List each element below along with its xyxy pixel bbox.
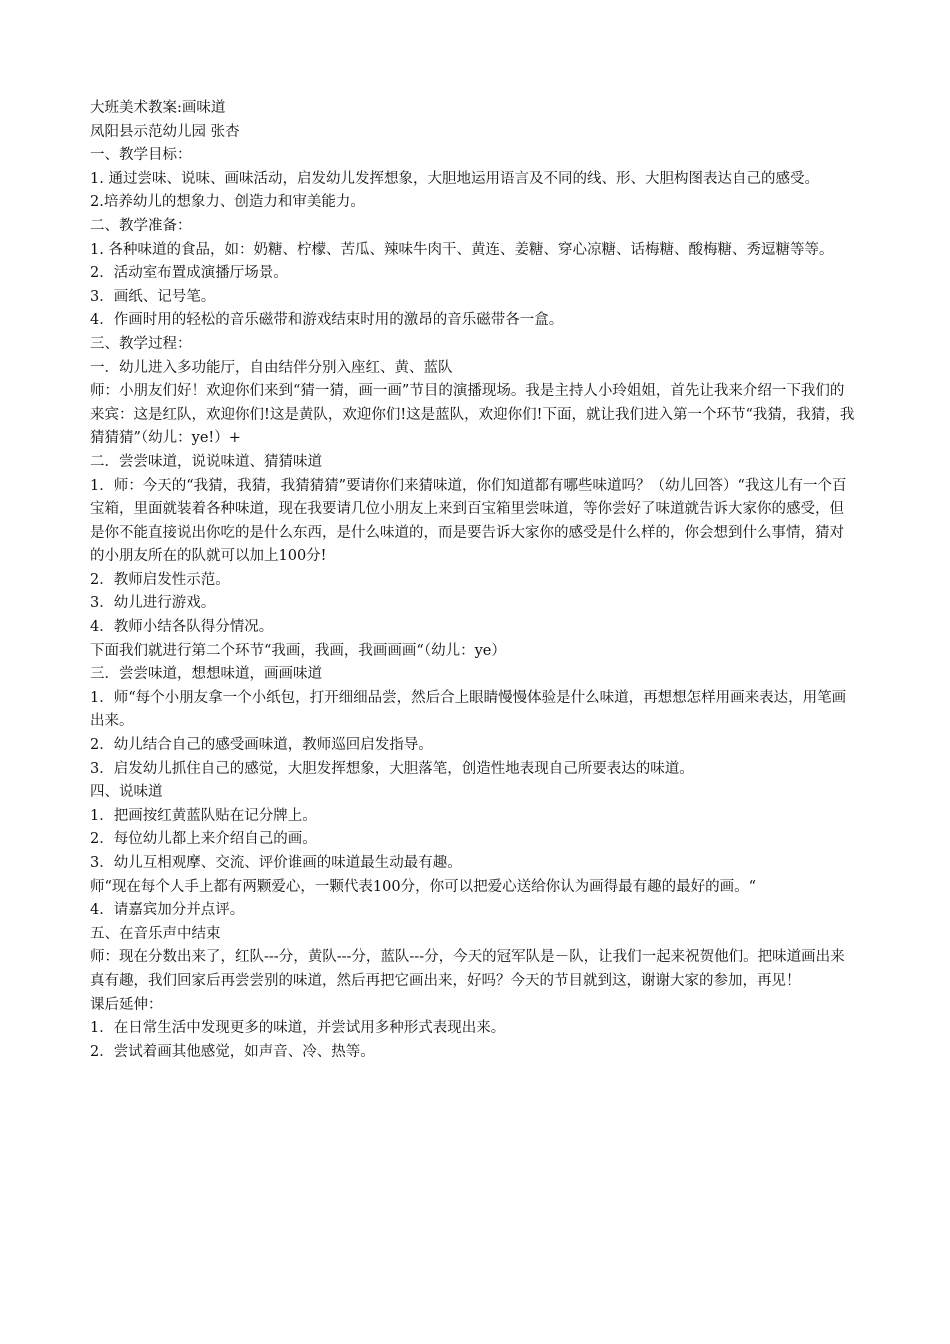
document-body — [90, 144, 855, 1064]
paragraph: 五、在音乐声中结束 — [90, 925, 221, 942]
paragraph: 一．幼儿进入多功能厅，自由结伴分别入座红、黄、蓝队 — [90, 359, 453, 376]
paragraph: 4．作画时用的轻松的音乐磁带和游戏结束时用的激昂的音乐磁带各一盒。 — [90, 312, 564, 329]
paragraph: 三．尝尝味道，想想味道，画画味道 — [90, 666, 322, 683]
paragraph: 师“现在每个人手上都有两颗爱心，一颗代表100分，你可以把爱心送给你认为画得最有趣的最好的画。“ — [90, 878, 756, 895]
paragraph: 2．活动室布置成演播厅场景。 — [90, 265, 288, 282]
paragraph: 3．启发幼儿抓住自己的感觉，大胆发挥想象，大胆落笔，创造性地表现自己所要表达的味道。 — [90, 760, 694, 777]
paragraph: 3．幼儿进行游戏。 — [90, 595, 216, 612]
paragraph: 2.培养幼儿的想象力、创造力和审美能力。 — [90, 194, 365, 211]
document-author: 凤阳县示范幼儿园 张杏 — [90, 123, 240, 140]
paragraph: 二．尝尝味道，说说味道、猜猜味道 — [90, 453, 322, 470]
paragraph: 课后延伸： — [90, 996, 163, 1013]
paragraph: 1．把画按红黄蓝队贴在记分牌上。 — [90, 807, 317, 824]
paragraph: 3．幼儿互相观摩、交流、评价谁画的味道最生动最有趣。 — [90, 855, 462, 871]
paragraph: 下面我们就进行第二个环节“我画，我画，我画画画“（幼儿：ye） — [90, 642, 506, 659]
document-title: 大班美术教案:画味道 — [90, 100, 226, 116]
paragraph: 1. 各种味道的食品，如：奶糖、柠檬、苦瓜、辣味牛肉干、黄连、姜糖、穿心凉糖、话梅糖、酸梅糖、秀逗糖等等。 — [90, 241, 834, 258]
document-page — [90, 97, 855, 1064]
paragraph: 1．师：今天的“我猜，我猜，我猜猜猜”要请你们来猜味道，你们知道都有哪些味道吗？（幼儿回答）“我这儿有一个百宝箱，里面就装着各种味道，现在我要请几位小朋友上来到百宝箱里尝味道，等你尝好了味道就告诉大家你的感受，但是你不能直接说出你吃的是什么东西，是什么味道的，而是要告诉大家你的感受是什么样的，你会想到什么事情，猜对的小朋友所在的队就可以加上100分! — [90, 477, 847, 565]
paragraph: 师：小朋友们好！欢迎你们来到“猜一猜，画一画”节目的演播现场。我是主持人小玲姐姐，首先让我来介绍一下我们的来宾：这是红队，欢迎你们!这是黄队，欢迎你们!这是蓝队，欢迎你们!下面，就让我们进入第一个环节“我猜，我猜，我猜猜猜”（幼儿：ye!）+ — [90, 383, 855, 447]
paragraph: 3．画纸、记号笔。 — [90, 288, 216, 305]
paragraph: 二、教学准备： — [90, 217, 192, 234]
paragraph: 2．教师启发性示范。 — [90, 571, 230, 588]
paragraph: 1. 通过尝味、说味、画味活动，启发幼儿发挥想象，大胆地运用语言及不同的线、形、大胆构图表达自己的感受。 — [90, 170, 819, 187]
paragraph: 2．尝试着画其他感觉，如声音、冷、热等。 — [90, 1043, 375, 1060]
paragraph: 4．教师小结各队得分情况。 — [90, 619, 274, 636]
paragraph: 一、教学目标： — [90, 147, 192, 164]
paragraph: 1．在日常生活中发现更多的味道，并尝试用多种形式表现出来。 — [90, 1020, 506, 1037]
paragraph: 1．师“每个小朋友拿一个小纸包，打开细细品尝，然后合上眼睛慢慢体验是什么味道，再想想怎样用画来表达，用笔画出来。 — [90, 689, 847, 730]
paragraph: 三、教学过程： — [90, 335, 192, 352]
paragraph: 四、说味道 — [90, 784, 163, 801]
paragraph: 2．每位幼儿都上来介绍自己的画。 — [90, 831, 317, 848]
paragraph: 2．幼儿结合自己的感受画味道，教师巡回启发指导。 — [90, 737, 433, 754]
paragraph: 4．请嘉宾加分并点评。 — [90, 902, 245, 919]
paragraph: 师：现在分数出来了，红队---分，黄队---分，蓝队---分，今天的冠军队是－队，让我们一起来祝贺他们。把味道画出来真有趣，我们回家后再尝尝别的味道，然后再把它画出来，好吗？今天的节目就到这，谢谢大家的参加，再见！ — [90, 949, 845, 989]
